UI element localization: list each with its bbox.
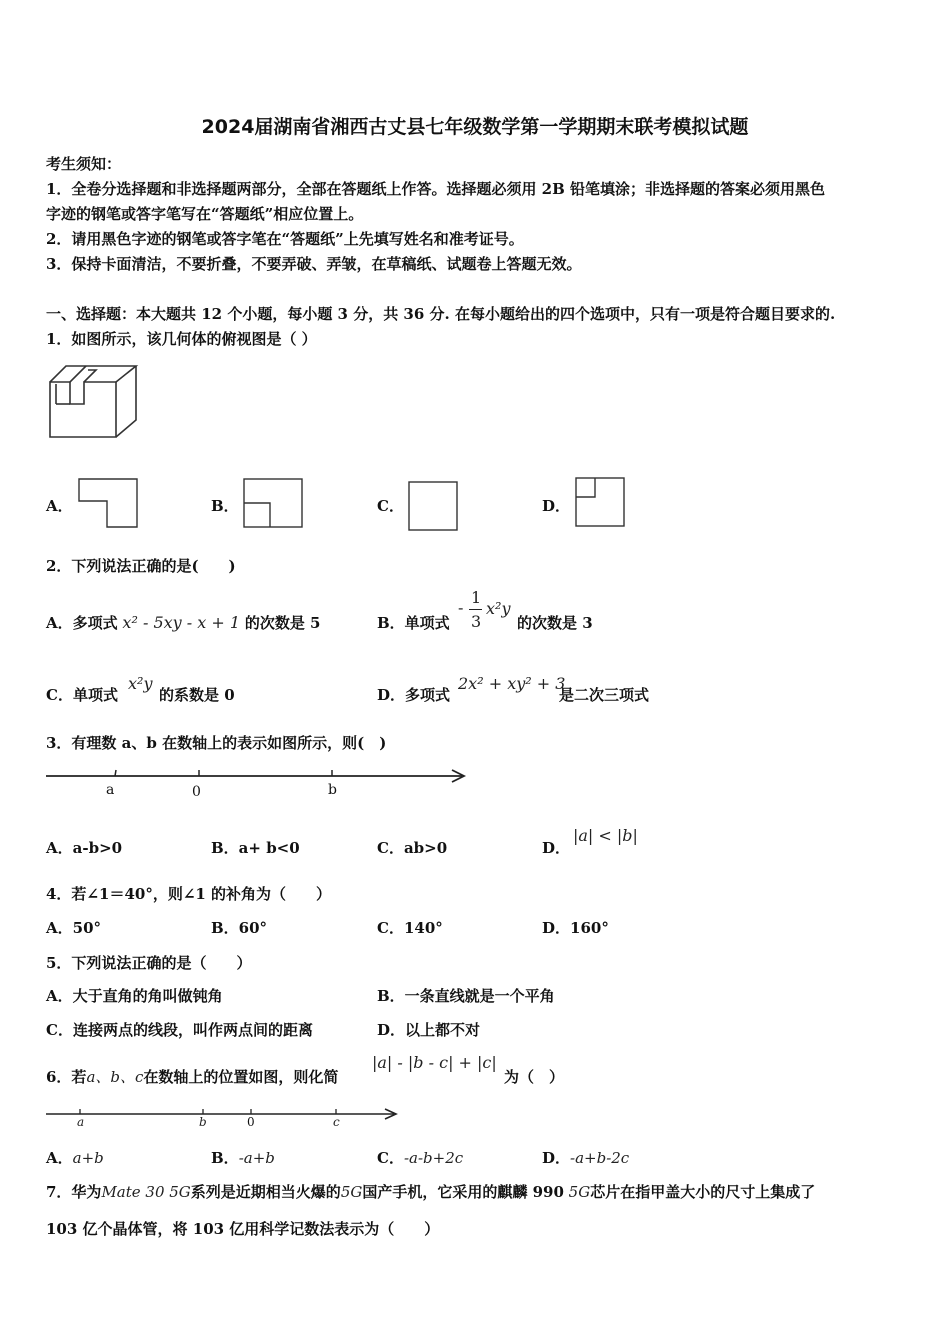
- q7-text-a: 7．华为: [46, 1183, 102, 1201]
- q1-option-b-label[interactable]: B．: [211, 497, 239, 515]
- q6-stem-c: 为（ ）: [504, 1068, 565, 1086]
- q5-option-d[interactable]: D．以上都不对: [377, 1021, 481, 1039]
- q6-option-a-label: A．: [46, 1149, 73, 1167]
- q6-axis-label-zero: 0: [247, 1115, 255, 1129]
- q2-option-b-fraction-bar: [469, 609, 482, 610]
- q3-stem: 3．有理数 a、b 在数轴上的表示如图所示，则( ): [46, 734, 387, 752]
- q6-option-a-expr: a+b: [72, 1149, 104, 1167]
- q2-option-a-tail: 的次数是 5: [244, 614, 321, 632]
- q6-stem-b: 在数轴上的位置如图，则化简: [143, 1068, 339, 1086]
- q6-stem-a: 6．若: [46, 1068, 87, 1086]
- q6-stem-vars: a、b、c: [86, 1068, 144, 1086]
- q2-option-a-label: A．多项式: [46, 614, 118, 632]
- q6-expression: |a| - |b - c| + |c|: [372, 1053, 497, 1072]
- q6-option-b-expr: -a+b: [238, 1149, 275, 1167]
- q2-option-b[interactable]: [377, 612, 450, 633]
- q2-option-c-label[interactable]: C．单项式: [46, 686, 118, 704]
- q6-option-c-label: C．: [377, 1149, 404, 1167]
- q7-line-2: 103 亿个晶体管，将 103 亿用科学记数法表示为（ ）: [46, 1220, 440, 1238]
- q3-option-c[interactable]: C．ab>0: [377, 839, 448, 857]
- q1-option-d-label[interactable]: D．: [542, 497, 571, 515]
- q2-option-d-expr: 2x² + xy² + 3: [458, 674, 566, 693]
- q5-option-a[interactable]: A．大于直角的角叫做钝角: [46, 987, 223, 1005]
- q4-option-a[interactable]: A．50°: [46, 919, 102, 937]
- q6-option-d-expr: -a+b-2c: [570, 1149, 630, 1167]
- q7-5g: 5G: [340, 1183, 363, 1201]
- q5-option-c[interactable]: C．连接两点的线段，叫作两点间的距离: [46, 1021, 313, 1039]
- q2-option-a-expr: x² - 5xy - x + 1: [122, 613, 241, 632]
- q2-option-a[interactable]: [46, 612, 321, 633]
- q6-option-b[interactable]: [211, 1147, 275, 1168]
- q6-option-d[interactable]: [542, 1147, 629, 1168]
- q4-option-d[interactable]: D．160°: [542, 919, 609, 937]
- q6-axis-label-b: b: [199, 1115, 207, 1129]
- q2-option-b-label: B．单项式: [377, 614, 450, 632]
- q2-option-b-tail: 的次数是 3: [517, 614, 593, 632]
- q2-stem: 2．下列说法正确的是( ): [46, 557, 236, 575]
- notice-line-1b: 字迹的钢笔或答字笔写在“答题纸”相应位置上。: [46, 205, 364, 223]
- q5-option-b[interactable]: B．一条直线就是一个平角: [377, 987, 555, 1005]
- q3-axis-label-zero: 0: [192, 784, 201, 800]
- q6-option-d-label: D．: [542, 1149, 571, 1167]
- q3-option-a[interactable]: A．a-b>0: [46, 839, 123, 857]
- notice-heading: 考生须知：: [46, 155, 122, 173]
- q3-option-d-label[interactable]: D．: [542, 839, 571, 857]
- section-heading: 一、选择题：本大题共 12 个小题，每小题 3 分，共 36 分. 在每小题给出的四个选项中，只有一项是符合题目要求的.: [46, 305, 836, 323]
- q2-option-d-tail: 是二次三项式: [559, 686, 650, 704]
- q6-option-b-label: B．: [211, 1149, 239, 1167]
- q1-option-a-label[interactable]: A．: [46, 497, 73, 515]
- notice-line-1a: 1．全卷分选择题和非选择题两部分，全部在答题纸上作答。选择题必须用 2B 铅笔填涂；非选择题的答案必须用黑色: [46, 180, 826, 198]
- q1-solid-figure: [46, 362, 141, 442]
- q7-line-1: [46, 1181, 815, 1202]
- q2-option-d-label[interactable]: D．多项式: [377, 686, 451, 704]
- q2-option-b-var: x²y: [486, 599, 511, 618]
- q2-option-b-numerator: 1: [471, 588, 482, 607]
- q3-option-b[interactable]: B．a+ b<0: [211, 839, 300, 857]
- q6-number-line: [44, 1106, 404, 1136]
- q2-option-b-minus: -: [458, 598, 464, 617]
- q7-5g-2: 5G: [568, 1183, 591, 1201]
- q7-text-c: 国产手机，它采用的麒麟 990: [362, 1183, 564, 1201]
- q2-option-c-expr: x²y: [128, 674, 153, 693]
- q6-option-c-expr: -a-b+2c: [403, 1149, 464, 1167]
- q3-axis-label-a: a: [106, 782, 115, 798]
- notice-line-3: 3．保持卡面清洁，不要折叠，不要弄破、弄皱，在草稿纸、试题卷上答题无效。: [46, 255, 582, 273]
- q6-axis-label-c: c: [333, 1115, 340, 1129]
- q2-option-c-tail: 的系数是 0: [159, 686, 235, 704]
- q3-option-d-expr: |a| < |b|: [573, 826, 638, 845]
- q7-text-b: 系列是近期相当火爆的: [190, 1183, 341, 1201]
- q7-brand: Mate 30 5G: [101, 1183, 191, 1201]
- q1-option-b-figure[interactable]: [243, 478, 303, 528]
- q2-option-b-denominator: 3: [471, 612, 482, 631]
- q6-stem: [46, 1066, 338, 1087]
- q1-option-a-figure[interactable]: [78, 478, 138, 528]
- q1-stem: 1．如图所示，该几何体的俯视图是（ ）: [46, 330, 317, 348]
- q1-option-d-figure[interactable]: [575, 477, 625, 527]
- q5-stem: 5．下列说法正确的是（ ）: [46, 954, 252, 972]
- q4-option-c[interactable]: C．140°: [377, 919, 443, 937]
- q4-option-b[interactable]: B．60°: [211, 919, 268, 937]
- q3-axis-label-b: b: [328, 782, 337, 798]
- q6-option-c[interactable]: [377, 1147, 463, 1168]
- q1-option-c-figure[interactable]: [408, 481, 458, 531]
- q7-text-d: 芯片在指甲盖大小的尺寸上集成了: [590, 1183, 816, 1201]
- q6-option-a[interactable]: [46, 1147, 104, 1168]
- q1-option-c-label[interactable]: C．: [377, 497, 404, 515]
- q6-axis-label-a: a: [77, 1115, 85, 1129]
- q4-stem: 4．若∠1＝40°，则∠1 的补角为（ ）: [46, 885, 332, 903]
- notice-line-2: 2．请用黑色字迹的钢笔或答字笔在“答题纸”上先填写姓名和准考证号。: [46, 230, 524, 248]
- page-title: 2024届湖南省湘西古丈县七年级数学第一学期期末联考模拟试题: [201, 116, 749, 138]
